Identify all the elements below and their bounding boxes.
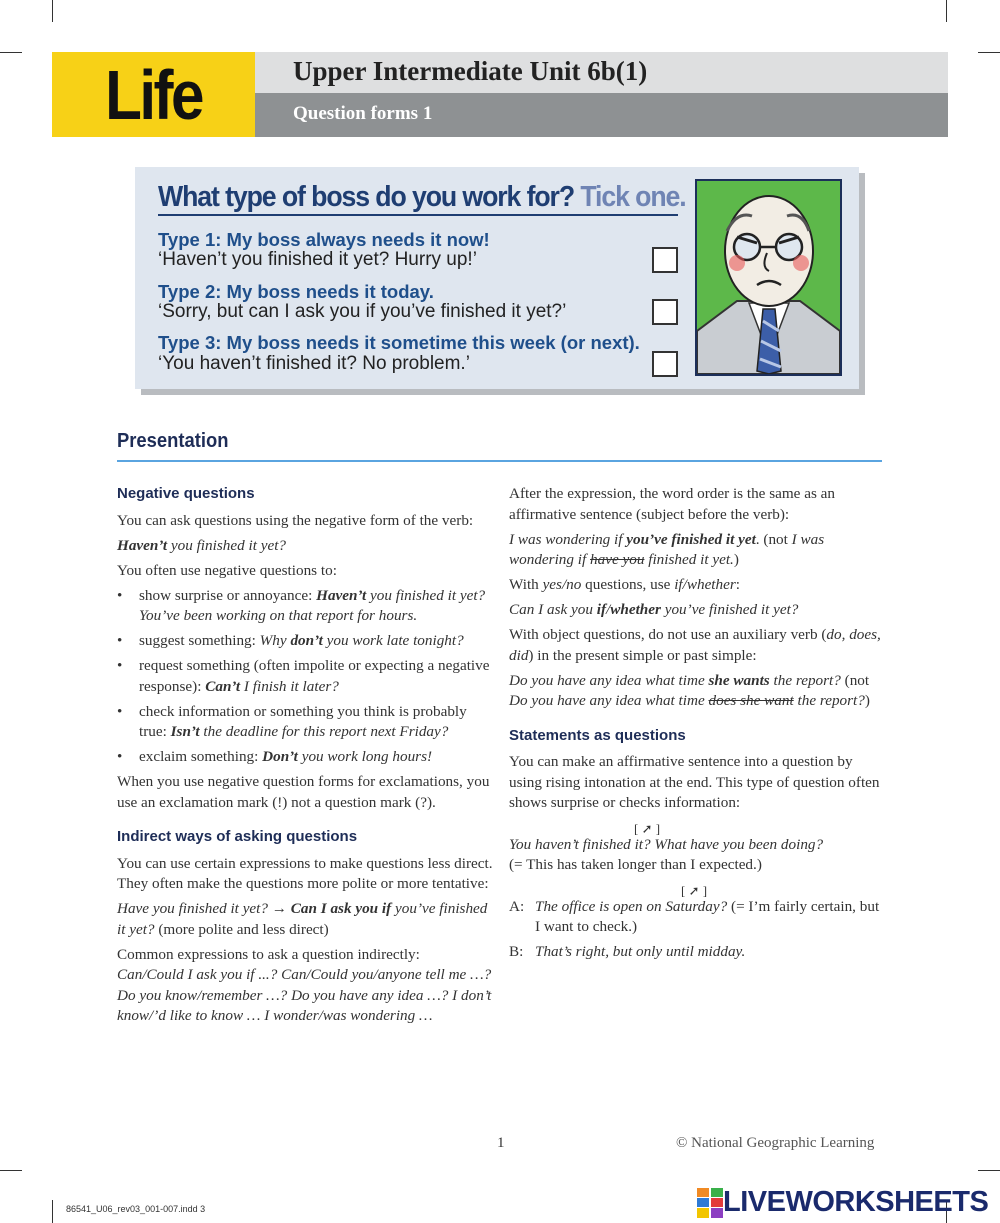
life-logo xyxy=(52,52,255,137)
quiz-checkbox-2[interactable] xyxy=(652,299,678,325)
crop-mark xyxy=(52,1200,53,1223)
quiz-heading-rule xyxy=(158,214,678,216)
title-band xyxy=(255,52,948,93)
list-item: • show surprise or annoyance: Haven’t you finished it yet? You’ve been working on that report for hours. xyxy=(117,586,493,627)
quiz-quote-3: ‘You haven’t finished it? No problem.’ xyxy=(158,353,470,374)
angry-boss-illustration xyxy=(695,179,842,376)
yes-no-example: Can I ask you if/whether you’ve finished it yet? xyxy=(509,601,799,618)
statements-paragraph: You can make an affirmative sentence into a question by using rising intonation at the end. This type of question often shows surprise or checks information: xyxy=(509,753,880,811)
indirect-example: Have you finished it yet? → Can I ask you if you’ve finished it yet? (more polite and less direct) xyxy=(117,900,488,938)
object-questions-example: Do you have any idea what time she wants the report? (not Do you have any idea what time does she want the report?) xyxy=(509,671,870,709)
neg-paragraph-2: You often use negative questions to: xyxy=(117,561,337,579)
yes-no-paragraph: With yes/no questions, use if/whether: xyxy=(509,576,741,593)
subtitle-band xyxy=(255,93,948,137)
liveworksheets-logo[interactable] xyxy=(697,1186,988,1219)
crop-mark xyxy=(0,1170,22,1171)
indirect-paragraph-2: Common expressions to ask a question indirectly: xyxy=(117,945,420,963)
statements-heading: Statements as questions xyxy=(509,726,686,744)
page-subtitle: Question forms 1 xyxy=(293,103,433,124)
page-number: 1 xyxy=(497,1135,505,1151)
logo-text: Life xyxy=(105,55,202,134)
statements-example-1: You haven’t finished it? What have you been doing? xyxy=(509,835,824,853)
dialogue-line-b: B: That’s right, but only until midday. xyxy=(509,943,746,960)
indirect-questions-heading: Indirect ways of asking questions xyxy=(117,828,358,845)
page-title: Upper Intermediate Unit 6b(1) xyxy=(293,56,648,86)
crop-mark xyxy=(0,52,22,53)
boss-quiz xyxy=(135,167,859,389)
quiz-quote-2: ‘Sorry, but can I ask you if you’ve finished it yet?’ xyxy=(158,301,567,322)
right-column xyxy=(509,484,884,963)
quiz-type-3: Type 3: My boss needs it sometime this week (or next). xyxy=(158,332,640,353)
list-item: • check information or something you think is probably true: Isn’t the deadline for this report next Friday? xyxy=(117,702,493,743)
presentation-rule xyxy=(117,460,882,462)
quiz-checkbox-1[interactable] xyxy=(652,247,678,273)
crop-mark xyxy=(978,52,1000,53)
quiz-heading-text: What type of boss do you work for? xyxy=(158,181,575,213)
crop-mark xyxy=(52,0,53,22)
quiz-heading-instruction: Tick one. xyxy=(580,181,686,213)
boss-drawing xyxy=(697,181,840,374)
liveworksheets-icon xyxy=(697,1188,723,1218)
quiz-type-1: Type 1: My boss always needs it now! xyxy=(158,229,490,250)
indirect-paragraph-1: You can use certain expressions to make questions less direct. They often make the questions more polite or more tentative: xyxy=(117,854,493,892)
quiz-heading xyxy=(158,181,686,214)
quiz-quote-1: ‘Haven’t you finished it yet? Hurry up!’ xyxy=(158,249,477,270)
object-questions-paragraph: With object questions, do not use an auxiliary verb (do, does, did) in the present simple or past simple: xyxy=(509,626,881,664)
rising-intonation-mark: [ ➚ ] xyxy=(681,882,708,898)
neg-paragraph-1: You can ask questions using the negative form of the verb: xyxy=(117,511,474,529)
negative-uses-list xyxy=(117,586,493,768)
crop-mark xyxy=(978,1170,1000,1171)
neg-paragraph-3: When you use negative question forms for exclamations, you use an exclamation mark (!) not a question mark (?). xyxy=(117,773,490,811)
left-column xyxy=(117,484,493,1031)
negative-questions-heading: Negative questions xyxy=(117,485,255,502)
list-item: • request something (often impolite or expecting a negative response): Can’t I finish it later? xyxy=(117,656,493,697)
indirect-expressions-list: Can/Could I ask you if ...? Can/Could you/anyone tell me …? Do you know/remember …? Do you have any idea …? I don’t know/’d like to know … I wonder/was wondering … xyxy=(117,966,492,1024)
rising-intonation-mark: [ ➚ ] xyxy=(634,820,661,836)
presentation-heading: Presentation xyxy=(117,430,229,452)
neg-example: Haven’t you finished it yet? xyxy=(117,536,287,554)
file-info: 86541_U06_rev03_001-007.indd 3 xyxy=(66,1204,206,1214)
list-item: • exclaim something: Don’t you work long hours! xyxy=(117,747,493,768)
word-order-example: I was wondering if you’ve finished it yet. (not I was wondering if have you finished it yet.) xyxy=(509,530,825,568)
quiz-type-2: Type 2: My boss needs it today. xyxy=(158,281,434,302)
crop-mark xyxy=(946,0,947,22)
word-order-paragraph: After the expression, the word order is the same as an affirmative sentence (subject before the verb): xyxy=(509,485,836,523)
copyright: © National Geographic Learning xyxy=(676,1135,875,1151)
quiz-checkbox-3[interactable] xyxy=(652,351,678,377)
list-item: • suggest something: Why don’t you work late tonight? xyxy=(117,631,493,652)
statements-example-1-note: (= This has taken longer than I expected.) xyxy=(509,856,762,873)
liveworksheets-wordmark: LIVEWORKSHEETS xyxy=(723,1186,989,1218)
dialogue-line-a: A: The office is open on Saturday? (= I’m fairly certain, but I want to check.) xyxy=(509,897,880,935)
